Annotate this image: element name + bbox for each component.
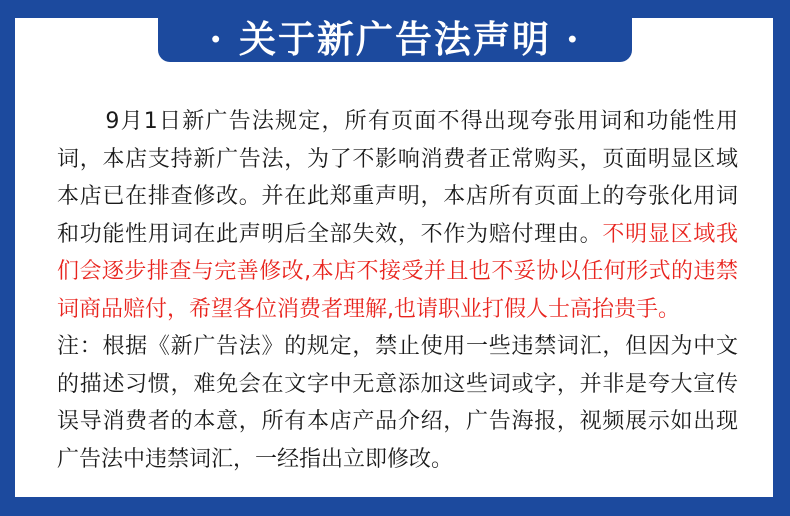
notice-paragraph: [57, 328, 738, 478]
notice-paragraph: [57, 103, 738, 328]
notice-body: [57, 103, 738, 478]
notice-text-red: 不明显区域我们会逐步排查与完善修改,本店不接受并且也不妥协以任何形式的违禁词商品赔付，希望各位消费者理解,也请职业打假人士高抬贵手。: [57, 221, 738, 322]
title-banner: [158, 0, 632, 62]
page-title: · 关于新广告法声明 ·: [209, 17, 581, 61]
notice-text: 注：根据《新广告法》的规定，禁止使用一些违禁词汇，但因为中文的描述习惯，难免会在文字中无意添加这些词或字，并非是夸大宣传误导消费者的本意，所有本店产品介绍，广告海报，视频展示如出现广告法中违禁词汇，一经指出立即修改。: [57, 334, 738, 472]
notice-text: 9月1日新广告法规定，所有页面不得出现夸张用词和功能性用词，本店支持新广告法，为了不影响消费者正常购买，页面明显区域本店已在排查修改。并在此郑重声明，本店所有页面上的夸张化用词和功能性用词在此声明后全部失效，不作为赔付理由。: [57, 109, 738, 247]
